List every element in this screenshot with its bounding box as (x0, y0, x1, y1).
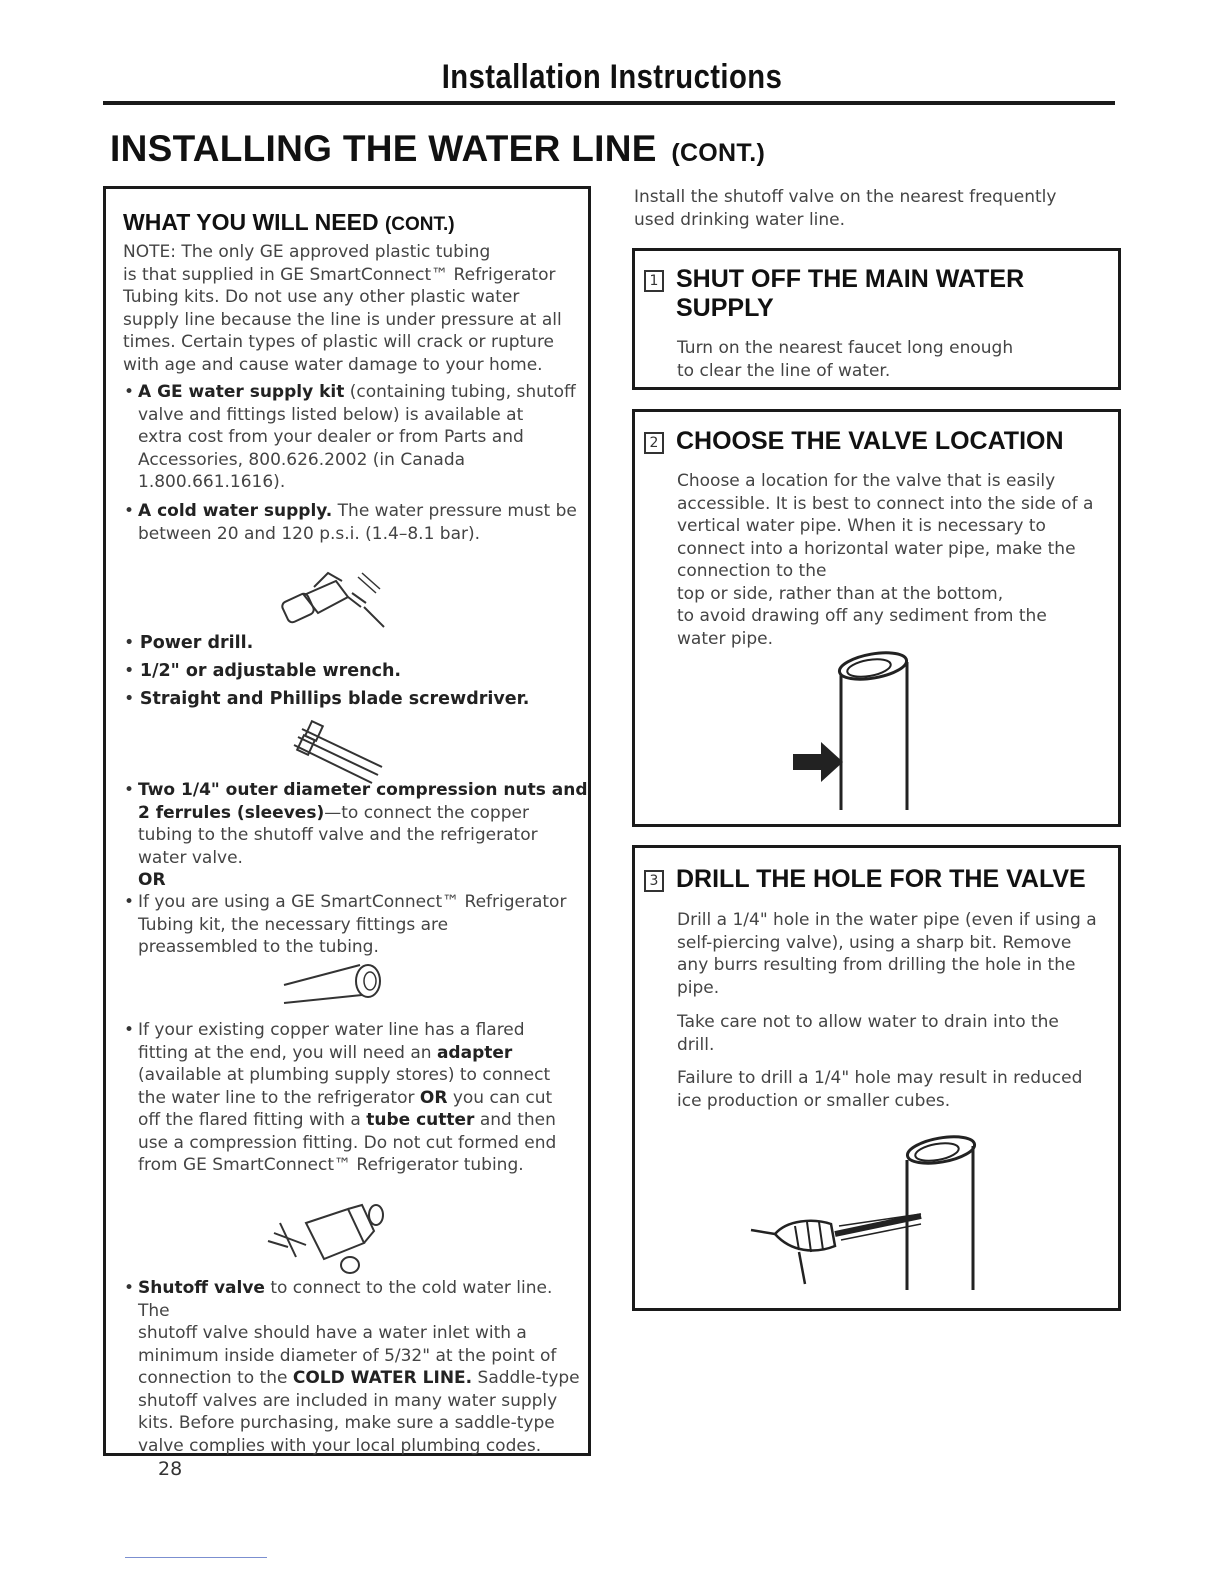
step-2-text: Choose a location for the valve that is easily accessible. It is best to connect into the side of a vertical water pipe. When it is necessary to connect into a horizontal water pipe, make the connection to the top or side, rather than at the bottom, to avoid drawing off any sediment from the water pipe. (677, 471, 1094, 649)
step-2-box (632, 409, 1121, 827)
page-number: 28 (158, 1458, 183, 1480)
kit-line: extra cost from your dealer or from Parts and (138, 427, 524, 447)
smart-line: Tubing kit, the necessary fittings are (138, 914, 449, 935)
cold-line: The water pressure must be (332, 501, 577, 521)
note-line: with age and cause water damage to your home. (123, 354, 543, 375)
note-line: times. Certain types of plastic will crack or rupture (123, 332, 555, 352)
tools-list (124, 629, 584, 713)
step-2-title: CHOOSE THE VALVE LOCATION (676, 427, 1064, 455)
nuts-bold: 2 ferrules (sleeves) (138, 802, 325, 823)
kit-bullet: • A GE water supply kit (containing tubing, shutoff valve and fittings listed below) is available at extra cost from your dealer or from Parts and Accessories, 800.626.2002 (in Canada 1.800.661.1616). (138, 381, 578, 494)
header-rule (103, 101, 1115, 105)
step-2-number: 2 (644, 432, 664, 454)
kit-line: valve and fittings listed below) is available at (138, 404, 524, 425)
smart-line: If you are using a GE SmartConnect™ Refrigerator (138, 892, 567, 912)
nuts-bold: Two 1/4" outer diameter compression nuts and (138, 780, 588, 800)
kit-line: Accessories, 800.626.2002 (in Canada (138, 449, 466, 470)
note-line: NOTE: The only GE approved plastic tubing (123, 242, 491, 262)
shutoff-valve-bullet: • Shutoff valve to connect to the cold water line. The shutoff valve should have a water inlet with a minimum inside diameter of 5/32" at the point of connection to the COLD WATER LINE. Saddle-type shutoff valves are included in many water supply kits. Before purchasing, make sure a saddle-type valve complies with your local plumbing codes. (124, 1278, 580, 1456)
section-title-suffix: (CONT.) (671, 139, 766, 167)
tool-item: • Straight and Phillips blade screwdriver. (124, 689, 530, 709)
step-3-title: DRILL THE HOLE FOR THE VALVE (676, 865, 1086, 893)
note-line: Tubing kits. Do not use any other plastic water (123, 287, 520, 307)
tubing-illustration (282, 953, 392, 1013)
step-3-box (632, 845, 1121, 1311)
cold-bold: A cold water supply. (138, 501, 333, 521)
header-title: Installation Instructions (441, 58, 783, 96)
heading-text: WHAT YOU WILL NEED (123, 209, 379, 235)
step-1-number: 1 (644, 270, 664, 292)
step-3-number: 3 (644, 870, 664, 892)
shutoff-valve-illustration (266, 1201, 396, 1281)
or-label: OR (138, 870, 166, 890)
heading-suffix: (CONT.) (384, 214, 455, 235)
tool-item: • Power drill. (124, 633, 254, 653)
kit-line: 1.800.661.1616). (138, 472, 286, 492)
step-3-text-2: Take care not to allow water to drain into the drill. (677, 1012, 1059, 1055)
note-paragraph (123, 241, 583, 376)
compression-nuts-bullet: • Two 1/4" outer diameter compression nuts and 2 ferrules (sleeves)—to connect the copper tubing to the shutoff valve and the refrigerator water valve. OR (124, 780, 588, 890)
what-you-will-need-heading (123, 209, 455, 236)
flared-fitting-bullet: • If your existing copper water line has a flared fitting at the end, you will need an adapter (available at plumbing supply stores) to connect the water line to the refrigerator OR you can cut off the flared fitting with a tube cutter and then use a compression fitting. Do not cut formed end from GE SmartConnect™ Refrigerator tubing. (124, 1020, 557, 1175)
kit-line: (containing tubing, shutoff (344, 382, 576, 402)
step-1-box (632, 248, 1121, 390)
note-line: supply line because the line is under pressure at all (123, 309, 562, 330)
cold-water-bullet: • A cold water supply. The water pressure must be between 20 and 120 p.s.i. (1.4–8.1 bar). (124, 501, 577, 544)
vertical-pipe-illustration (785, 650, 925, 820)
step-3-text: Drill a 1/4" hole in the water pipe (even if using a self-piercing valve), using a sharp bit. Remove any burrs resulting from drilling the hole in the pipe. (677, 910, 1097, 998)
kit-bold: A GE water supply kit (138, 382, 345, 402)
footer-rule (125, 1557, 267, 1558)
nuts-line: water valve. (138, 847, 243, 868)
compression-nuts-illustration (282, 717, 402, 787)
step-1-text: Turn on the nearest faucet long enough to clear the line of water. (677, 338, 1014, 381)
nuts-line: tubing to the shutoff valve and the refrigerator (138, 825, 538, 845)
what-you-will-need-box (103, 186, 591, 1456)
section-title (110, 128, 765, 170)
right-intro: Install the shutoff valve on the nearest frequently used drinking water line. (634, 187, 1057, 230)
section-title-text: INSTALLING THE WATER LINE (110, 128, 657, 169)
smart-line: preassembled to the tubing. (138, 937, 379, 957)
tool-item: • 1/2" or adjustable wrench. (124, 661, 402, 681)
smartconnect-bullet: • If you are using a GE SmartConnect™ Refrigerator Tubing kit, the necessary fittings are preassembled to the tubing. (138, 891, 588, 959)
note-line: is that supplied in GE SmartConnect™ Refrigerator (123, 264, 556, 285)
step-3-text-3: Failure to drill a 1/4" hole may result in reduced ice production or smaller cubes. (677, 1068, 1083, 1111)
step-1-title: SHUT OFF THE MAIN WATER SUPPLY (676, 265, 1025, 322)
drill-into-pipe-illustration (735, 1134, 995, 1304)
cold-line: between 20 and 120 p.s.i. (1.4–8.1 bar). (138, 523, 481, 544)
nuts-line: —to connect the copper (324, 802, 529, 823)
